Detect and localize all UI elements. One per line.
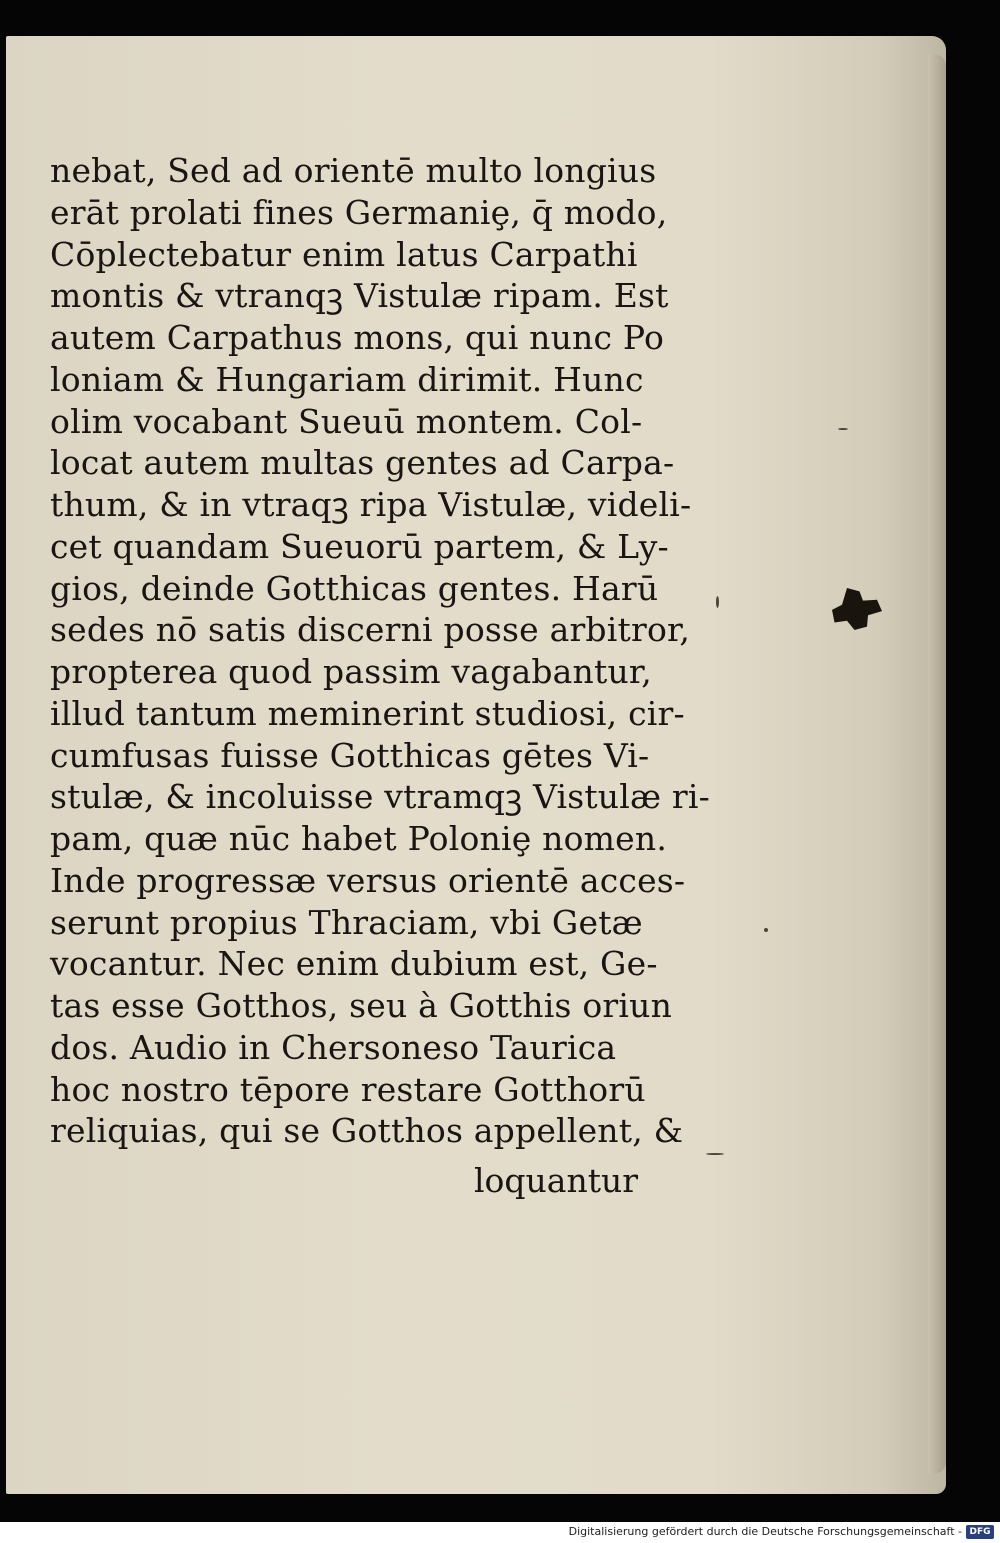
text-line: cumfusas fuisse Gotthicas gētes Vi- — [50, 735, 650, 775]
text-line: cet quandam Sueuorū partem, & Ly- — [50, 526, 669, 566]
paper-speck — [716, 596, 719, 608]
text-line: dos. Audio in Chersoneso Taurica — [50, 1027, 617, 1067]
footer-bar — [0, 1522, 1000, 1543]
text-line: serunt propius Thraciam, vbi Getæ — [50, 902, 643, 942]
catchword: loquantur — [474, 1161, 639, 1200]
text-line: montis & vtranqꝫ Vistulæ ripam. Est — [50, 276, 669, 316]
text-line: olim vocabant Sueuū montem. Col- — [50, 401, 643, 441]
text-line: Inde progressæ versus orientē acces- — [50, 860, 686, 900]
text-line: reliquias, qui se Gotthos appellent, & — [50, 1111, 684, 1151]
paper-speck — [838, 428, 848, 430]
paper-speck — [764, 928, 768, 932]
text-line: thum, & in vtraqꝫ ripa Vistulæ, videli- — [50, 485, 692, 524]
text-line: vocantur. Nec enim dubium est, Ge- — [50, 944, 658, 984]
text-line: stulæ, & incoluisse vtramqꝫ Vistulæ ri- — [50, 777, 710, 817]
text-line: autem Carpathus mons, qui nunc Po — [50, 318, 665, 357]
text-line: gios, deinde Gotthicas gentes. Harū — [50, 568, 659, 608]
text-line: erāt prolati fines Germaniȩ, q̄ modo, — [50, 192, 668, 232]
dfg-logo: DFG — [966, 1525, 994, 1539]
text-line: tas esse Gotthos, seu à Gotthis oriun — [50, 986, 673, 1025]
paper-speck — [706, 1153, 724, 1155]
text-line: sedes nō satis discerni posse arbitror, — [50, 610, 691, 650]
text-line: locat autem multas gentes ad Carpa- — [50, 443, 675, 483]
funding-credit: Digitalisierung gefördert durch die Deutsche Forschungsgemeinschaft - — [568, 1525, 962, 1538]
text-line: nebat, Sed ad orientē multo longius — [50, 151, 657, 190]
text-line: illud tantum meminerint studiosi, cir- — [50, 693, 685, 733]
text-line: loniam & Hungariam dirimit. Hunc — [50, 359, 644, 399]
text-line: hoc nostro tēpore restare Gotthorū — [50, 1069, 646, 1109]
text-line: propterea quod passim vagabantur, — [50, 652, 652, 691]
text-line: pam, quæ nūc habet Poloniȩ nomen. — [50, 819, 668, 858]
page-edge — [928, 54, 946, 1474]
page-text — [50, 150, 710, 1152]
text-line: Cōplectebatur enim latus Carpathi — [50, 234, 638, 274]
